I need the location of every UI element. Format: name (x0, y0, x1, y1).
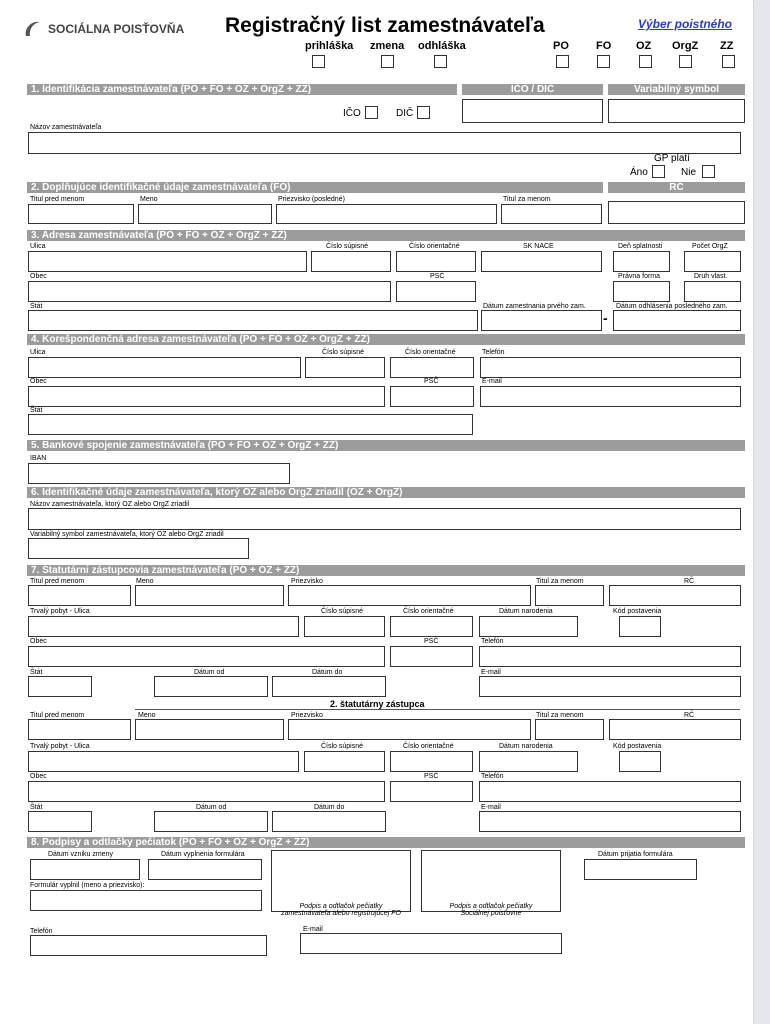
datum-odhlasenia-field[interactable] (613, 310, 741, 331)
section-2-header: 2. Doplňujúce identifikačné údaje zamestnávateľa (FO) (27, 182, 603, 193)
kor-cislo-orientacne-field[interactable] (390, 357, 474, 378)
rep2-stat-field[interactable] (28, 811, 92, 832)
sig-email-field[interactable] (300, 933, 562, 954)
iban-label: IBAN (30, 455, 47, 462)
rep2-cislo-orientacne-field[interactable] (390, 751, 473, 772)
rep1-datum-do-label: Dátum do (312, 669, 343, 676)
cislo-supisne-field[interactable] (311, 251, 391, 272)
titul-za-menom-label: Titul za menom (503, 196, 551, 203)
rep1-telefon-field[interactable] (479, 646, 741, 667)
zriadovatel-nazov-field[interactable] (28, 508, 741, 530)
gp-plati-label: GP platí (654, 153, 690, 164)
dic-checkbox[interactable] (417, 106, 430, 119)
pravna-forma-field[interactable] (613, 281, 670, 302)
rep2-trvaly-pobyt-label: Trvalý pobyt - Ulica (30, 743, 90, 750)
option-label-odhlaska: odhláška (418, 40, 466, 52)
ico-dic-field[interactable] (462, 99, 603, 123)
sig-telefon-field[interactable] (30, 935, 267, 956)
cislo-orientacne-field[interactable] (396, 251, 476, 272)
druh-vlast-field[interactable] (684, 281, 741, 302)
rep2-priezvisko-field[interactable] (288, 719, 531, 740)
kor-telefon-field[interactable] (480, 357, 741, 378)
formular-vyplnil-field[interactable] (30, 890, 262, 911)
obec-field[interactable] (28, 281, 391, 302)
rep2-titul-pred-field[interactable] (28, 719, 131, 740)
zriadovatel-vs-field[interactable] (28, 538, 249, 559)
rep1-titul-za-label: Titul za menom (536, 578, 584, 585)
checkbox-orgz[interactable] (679, 55, 692, 68)
kor-telefon-label: Telefón (482, 349, 505, 356)
rep2-stat-label: Štát (30, 804, 43, 811)
cislo-supisne-label: Číslo súpisné (326, 243, 369, 250)
rep2-cislo-orientacne-label: Číslo orientačné (403, 743, 454, 750)
podpis-zam-caption-2: zamestnávateľa alebo registrujúcej FO (281, 910, 401, 917)
kor-ulica-field[interactable] (28, 357, 301, 378)
section-7-header: 7. Štatutárni zástupcovia zamestnávateľa (PO + OZ + ZZ) (27, 565, 745, 576)
page-title: Registračný list zamestnávateľa (225, 14, 545, 37)
rep2-titul-pred-label: Titul pred menom (30, 712, 85, 719)
rep2-datum-narodenia-field[interactable] (479, 751, 578, 772)
kor-cislo-supisne-field[interactable] (305, 357, 385, 378)
rep1-psc-label: PSČ (424, 638, 439, 645)
logo (22, 18, 192, 40)
gp-nie-label: Nie (681, 167, 697, 178)
ico-label: IČO (343, 108, 361, 119)
logo-swoosh-icon (22, 18, 44, 40)
sig-telefon-label: Telefón (30, 928, 53, 935)
stat-label: Štát (30, 303, 43, 310)
meno-label: Meno (140, 196, 158, 203)
rep2-telefon-label: Telefón (481, 773, 504, 780)
section-8-header: 8. Podpisy a odtlačky pečiatok (PO + FO + OZ + OrgZ + ZZ) (27, 837, 745, 848)
rep2-email-field[interactable] (479, 811, 741, 832)
section-5-header: 5. Bankové spojenie zamestnávateľa (PO + FO + OZ + OrgZ + ZZ) (27, 440, 745, 451)
kor-psc-label: PSČ (424, 378, 439, 385)
rep1-obec-field[interactable] (28, 646, 385, 667)
rep1-rc-label: RČ (684, 578, 695, 585)
datum-vyplnenia-label: Dátum vyplnenia formulára (161, 851, 245, 858)
kor-stat-field[interactable] (28, 414, 473, 435)
variabilny-symbol-header: Variabilný symbol (608, 84, 745, 95)
rep2-datum-od-label: Dátum od (196, 804, 227, 811)
rep2-obec-field[interactable] (28, 781, 385, 802)
rep2-kod-postavenia-field[interactable] (619, 751, 661, 772)
druh-vlast-label: Druh vlast. (694, 273, 728, 280)
rep1-datum-od-label: Dátum od (194, 669, 225, 676)
section-6-header: 6. Identifikačné údaje zamestnávateľa, ktorý OZ alebo OrgZ zriadil (OZ + OrgZ) (27, 487, 745, 498)
rep2-datum-od-field[interactable] (154, 811, 268, 832)
rep2-cislo-supisne-label: Číslo súpisné (321, 743, 364, 750)
rep2-psc-label: PSČ (424, 773, 439, 780)
meno-field[interactable] (138, 204, 272, 224)
pravna-forma-label: Právna forma (618, 273, 661, 280)
kor-psc-field[interactable] (390, 386, 474, 407)
gp-ano-checkbox[interactable] (652, 165, 665, 178)
titul-pred-menom-field[interactable] (28, 204, 134, 224)
priezvisko-posledne-label: Priezvisko (posledné) (278, 196, 345, 203)
titul-pred-menom-label: Titul pred menom (30, 196, 85, 203)
rep1-cislo-supisne-label: Číslo súpisné (321, 608, 364, 615)
rep2-meno-field[interactable] (135, 719, 284, 740)
ico-dic-header: IČO / DIČ (462, 84, 603, 95)
rep2-datum-do-label: Dátum do (314, 804, 345, 811)
zriadovatel-nazov-label: Názov zamestnávateľa, ktorý OZ alebo OrgZ zriadil (30, 501, 190, 508)
sk-nace-label: SK NACE (523, 243, 554, 250)
rep1-stat-field[interactable] (28, 676, 92, 697)
kor-obec-label: Obec (30, 378, 47, 385)
datum-vzniku-zmeny-field[interactable] (30, 859, 140, 880)
nazov-zamestnavatela-label: Názov zamestnávateľa (30, 124, 102, 131)
rep2-titul-za-label: Titul za menom (536, 712, 584, 719)
datum-vyplnenia-field[interactable] (148, 859, 262, 880)
sig-email-label: E-mail (303, 926, 323, 933)
second-representative-title: 2. štatutárny zástupca (330, 699, 425, 709)
titul-za-menom-field[interactable] (501, 204, 602, 224)
iban-field[interactable] (28, 463, 290, 484)
stat-field[interactable] (28, 310, 478, 331)
rep1-datum-narodenia-field[interactable] (479, 616, 578, 637)
ulica-label: Ulica (30, 243, 46, 250)
rep1-datum-narodenia-label: Dátum narodenia (499, 608, 553, 615)
rep2-cislo-supisne-field[interactable] (304, 751, 385, 772)
checkbox-zz[interactable] (722, 55, 735, 68)
rep1-kod-postavenia-field[interactable] (619, 616, 661, 637)
option-label-zmena: zmena (370, 40, 405, 52)
page-edge-strip (753, 0, 770, 1024)
checkbox-po[interactable] (556, 55, 569, 68)
rep2-obec-label: Obec (30, 773, 47, 780)
rep1-psc-field[interactable] (390, 646, 473, 667)
rep1-cislo-supisne-field[interactable] (304, 616, 385, 637)
checkbox-prihlaska[interactable] (312, 55, 325, 68)
rep1-priezvisko-label: Priezvisko (291, 578, 323, 585)
pocet-orgz-label: Počet OrgZ (692, 243, 728, 250)
rep2-kod-postavenia-label: Kód postavenia (613, 743, 662, 750)
checkbox-odhlaska[interactable] (434, 55, 447, 68)
kor-obec-field[interactable] (28, 386, 385, 407)
rep1-datum-od-field[interactable] (154, 676, 268, 697)
code-label-fo: FO (596, 40, 612, 52)
rc-field[interactable] (608, 201, 745, 224)
rep1-obec-label: Obec (30, 638, 47, 645)
kor-cislo-orientacne-label: Číslo orientačné (405, 349, 456, 356)
checkbox-zmena[interactable] (381, 55, 394, 68)
rep1-telefon-label: Telefón (481, 638, 504, 645)
datum-vzniku-zmeny-label: Dátum vzniku zmeny (48, 851, 113, 858)
rep1-titul-pred-label: Titul pred menom (30, 578, 85, 585)
rep1-trvaly-pobyt-label: Trvalý pobyt - Ulica (30, 608, 90, 615)
rep1-datum-do-field[interactable] (272, 676, 386, 697)
den-splatnosti-label: Deň splatnosti (618, 243, 663, 250)
datum-prijatia-label: Dátum prijatia formulára (598, 851, 673, 858)
zriadovatel-vs-label: Variabilný symbol zamestnávateľa, ktorý OZ alebo OrgZ zriadil (30, 531, 224, 538)
kor-email-field[interactable] (480, 386, 741, 407)
priezvisko-field[interactable] (276, 204, 497, 224)
kor-email-label: E-mail (482, 378, 502, 385)
code-label-orgz: OrgZ (672, 40, 699, 52)
second-representative-divider (135, 709, 740, 710)
formular-vyplnil-label: Formulár vyplnil (meno a priezvisko): (30, 882, 145, 889)
logo-text: SOCIÁLNA POISŤOVŇA (48, 22, 185, 36)
rep2-rc-label: RČ (684, 712, 695, 719)
rep1-trvaly-pobyt-field[interactable] (28, 616, 299, 637)
rep1-rc-field[interactable] (609, 585, 741, 606)
gp-ano-label: Áno (630, 167, 648, 178)
psc-label: PSČ (430, 273, 445, 280)
rep2-email-label: E-mail (481, 804, 501, 811)
kor-ulica-label: Ulica (30, 349, 46, 356)
podpis-sp-caption-2: Sociálnej poisťovne (460, 910, 522, 917)
rep1-cislo-orientacne-field[interactable] (390, 616, 473, 637)
rep1-titul-za-field[interactable] (535, 585, 604, 606)
option-label-prihlaska: prihláška (305, 40, 354, 52)
code-label-zz: ZZ (720, 40, 734, 52)
datum-odhlasenia-label: Dátum odhlásenia posledného zam. (616, 303, 728, 310)
podpis-sp-caption-1: Podpis a odtlačok pečiatky (449, 903, 533, 910)
vyber-poistneho-link[interactable]: Výber poistného (638, 17, 733, 31)
rep1-priezvisko-field[interactable] (288, 585, 531, 606)
rep1-stat-label: Štát (30, 669, 43, 676)
rep1-email-label: E-mail (481, 669, 501, 676)
kor-stat-label: Štát (30, 407, 43, 414)
checkbox-fo[interactable] (597, 55, 610, 68)
rep1-meno-label: Meno (136, 578, 154, 585)
rep2-psc-field[interactable] (390, 781, 473, 802)
kor-cislo-supisne-label: Číslo súpisné (322, 349, 365, 356)
rep2-meno-label: Meno (138, 712, 156, 719)
rep1-meno-field[interactable] (135, 585, 284, 606)
rep2-titul-za-field[interactable] (535, 719, 604, 740)
section-4-header: 4. Korešpondenčná adresa zamestnávateľa (PO + FO + OZ + OrgZ + ZZ) (27, 334, 745, 345)
rep2-datum-do-field[interactable] (272, 811, 386, 832)
code-label-po: PO (553, 40, 569, 52)
code-label-oz: OZ (636, 40, 652, 52)
sk-nace-field[interactable] (481, 251, 602, 272)
datum-prijatia-field[interactable] (584, 859, 697, 880)
dic-label: DIČ (396, 108, 414, 119)
datum-zamestnania-field[interactable] (481, 310, 602, 331)
rep2-trvaly-pobyt-field[interactable] (28, 751, 299, 772)
section-3-header: 3. Adresa zamestnávateľa (PO + FO + OZ + OrgZ + ZZ) (27, 230, 745, 241)
section-1-header: 1. Identifikácia zamestnávateľa (PO + FO + OZ + OrgZ + ZZ) (27, 84, 457, 95)
rep1-titul-pred-field[interactable] (28, 585, 131, 606)
podpis-zam-caption-1: Podpis a odtlačok pečiatky (299, 903, 383, 910)
pocet-orgz-field[interactable] (684, 251, 741, 272)
rep1-cislo-orientacne-label: Číslo orientačné (403, 608, 454, 615)
rep1-kod-postavenia-label: Kód postavenia (613, 608, 662, 615)
psc-field[interactable] (396, 281, 476, 302)
rep2-telefon-field[interactable] (479, 781, 741, 802)
rc-header: RČ (608, 182, 745, 193)
gp-nie-checkbox[interactable] (702, 165, 715, 178)
obec-label: Obec (30, 273, 47, 280)
rep2-datum-narodenia-label: Dátum narodenia (499, 743, 553, 750)
datum-zamestnania-label: Dátum zamestnania prvého zam. (483, 303, 586, 310)
variabilny-symbol-field[interactable] (608, 99, 745, 123)
rep2-rc-field[interactable] (609, 719, 741, 740)
ico-checkbox[interactable] (365, 106, 378, 119)
ulica-field[interactable] (28, 251, 307, 272)
checkbox-oz[interactable] (639, 55, 652, 68)
date-range-dash: - (603, 310, 608, 326)
den-splatnosti-field[interactable] (613, 251, 670, 272)
rep1-email-field[interactable] (479, 676, 741, 697)
rep2-priezvisko-label: Priezvisko (291, 712, 323, 719)
nazov-zamestnavatela-field[interactable] (28, 132, 741, 154)
cislo-orientacne-label: Číslo orientačné (409, 243, 460, 250)
